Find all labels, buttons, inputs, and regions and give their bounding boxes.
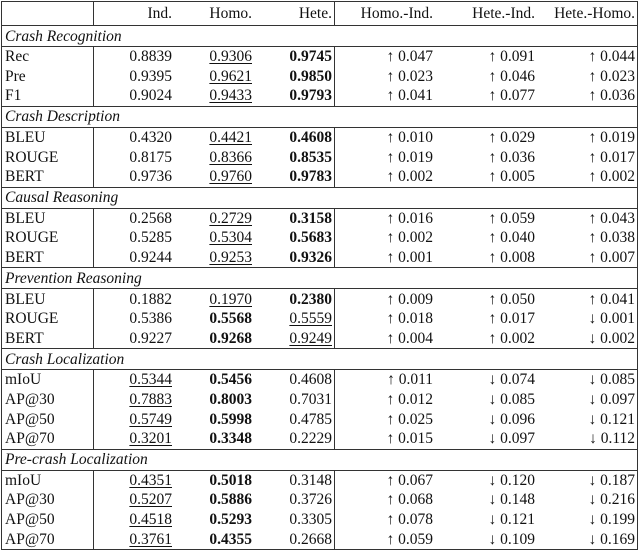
metric-name: mIoU	[2, 370, 94, 390]
ind-value: 0.3761	[129, 530, 172, 548]
metric-name: AP@30	[2, 490, 94, 510]
homo-minus-ind: ↑ 0.004	[386, 329, 433, 347]
homo-value: 0.5886	[209, 491, 252, 509]
homo-minus-ind: ↑ 0.012	[386, 391, 433, 409]
hete-minus-homo: ↑ 0.019	[588, 129, 635, 147]
ind-value: 0.5207	[129, 491, 172, 509]
homo-value: 0.8003	[209, 391, 252, 409]
section-title: Crash Localization	[2, 349, 638, 370]
table-row	[2, 490, 638, 510]
ind-value: 0.9395	[129, 67, 172, 85]
ind-value: 0.5285	[129, 229, 172, 247]
ind-value: 0.9244	[129, 249, 172, 267]
ind-value: 0.9024	[129, 87, 172, 105]
ind-value: 0.4518	[129, 510, 172, 528]
metric-name: AP@70	[2, 429, 94, 449]
hete-minus-ind: ↓ 0.148	[488, 491, 535, 509]
hete-value: 0.2668	[254, 529, 335, 549]
hete-value: 0.4608	[254, 127, 335, 147]
homo-minus-ind: ↑ 0.025	[386, 410, 433, 428]
table-body	[2, 26, 638, 550]
header-row	[2, 2, 638, 26]
table-row	[2, 127, 638, 147]
metric-name: BERT	[2, 329, 94, 349]
homo-value: 0.5998	[209, 410, 252, 428]
hete-value: 0.9745	[254, 47, 335, 67]
ind-value: 0.5344	[129, 371, 172, 389]
homo-value: 0.9306	[209, 48, 252, 66]
homo-minus-ind: ↑ 0.016	[386, 209, 433, 227]
homo-minus-ind: ↑ 0.068	[386, 491, 433, 509]
hete-minus-homo: ↑ 0.007	[588, 249, 635, 267]
homo-minus-ind: ↑ 0.002	[386, 168, 433, 186]
hete-minus-homo: ↓ 0.187	[588, 471, 635, 489]
ind-value: 0.4320	[129, 129, 172, 147]
hete-minus-homo: ↑ 0.036	[588, 87, 635, 105]
metric-name: mIoU	[2, 470, 94, 490]
homo-minus-ind: ↑ 0.018	[386, 310, 433, 328]
homo-minus-ind: ↑ 0.067	[386, 471, 433, 489]
hete-minus-homo: ↑ 0.017	[588, 148, 635, 166]
hete-minus-ind: ↓ 0.120	[488, 471, 535, 489]
metric-name: BERT	[2, 248, 94, 268]
section-title: Crash Description	[2, 106, 638, 127]
hete-minus-ind: ↑ 0.017	[488, 310, 535, 328]
homo-minus-ind: ↑ 0.009	[386, 290, 433, 308]
table-row	[2, 289, 638, 309]
section-header-row	[2, 187, 638, 208]
metric-name: BERT	[2, 167, 94, 187]
hete-minus-homo: ↑ 0.038	[588, 229, 635, 247]
hete-minus-ind: ↓ 0.085	[488, 391, 535, 409]
hete-minus-homo: ↓ 0.199	[588, 510, 635, 528]
metric-name: ROUGE	[2, 309, 94, 329]
hete-minus-ind: ↓ 0.121	[488, 510, 535, 528]
hete-minus-homo: ↓ 0.112	[589, 430, 635, 448]
hete-minus-ind: ↑ 0.050	[488, 290, 535, 308]
homo-value: 0.5293	[209, 510, 252, 528]
ind-value: 0.7883	[129, 391, 172, 409]
table-row	[2, 510, 638, 530]
section-header-row	[2, 449, 638, 470]
hete-minus-homo: ↓ 0.121	[588, 410, 635, 428]
metric-name: AP@30	[2, 390, 94, 410]
hete-value: 0.4608	[254, 370, 335, 390]
hete-minus-ind: ↑ 0.091	[488, 48, 535, 66]
hete-value: 0.7031	[254, 390, 335, 410]
homo-value: 0.8366	[209, 148, 252, 166]
hete-minus-ind: ↑ 0.008	[488, 249, 535, 267]
hete-minus-ind: ↑ 0.046	[488, 67, 535, 85]
hete-minus-ind: ↑ 0.002	[488, 329, 535, 347]
hete-minus-ind: ↑ 0.036	[488, 148, 535, 166]
table-row	[2, 409, 638, 429]
section-title: Causal Reasoning	[2, 187, 638, 208]
results-table	[1, 1, 638, 550]
hete-minus-homo: ↑ 0.044	[588, 48, 635, 66]
hete-minus-ind: ↓ 0.097	[488, 430, 535, 448]
homo-value: 0.9253	[209, 249, 252, 267]
header-homo: Homo.	[209, 5, 252, 22]
homo-minus-ind: ↑ 0.011	[387, 371, 433, 389]
hete-minus-ind: ↓ 0.109	[488, 530, 535, 548]
homo-value: 0.9433	[209, 87, 252, 105]
hete-value: 0.2229	[254, 429, 335, 449]
hete-value: 0.4785	[254, 409, 335, 429]
table-row	[2, 470, 638, 490]
hete-minus-homo: ↓ 0.097	[588, 391, 635, 409]
table-row	[2, 208, 638, 228]
homo-value: 0.5018	[209, 471, 252, 489]
table-row	[2, 248, 638, 268]
table-row	[2, 67, 638, 87]
hete-value: 0.3726	[254, 490, 335, 510]
homo-minus-ind: ↑ 0.041	[386, 87, 433, 105]
table-row	[2, 86, 638, 106]
table-row	[2, 167, 638, 187]
header-hete-homo: Hete.-Homo.	[554, 5, 635, 22]
hete-value: 0.9249	[254, 329, 335, 349]
metric-name: F1	[2, 86, 94, 106]
metric-name: AP@50	[2, 510, 94, 530]
homo-value: 0.5456	[209, 371, 252, 389]
hete-value: 0.9326	[254, 248, 335, 268]
table-row	[2, 309, 638, 329]
hete-minus-ind: ↑ 0.059	[488, 209, 535, 227]
metric-name: BLEU	[2, 127, 94, 147]
homo-value: 0.3348	[209, 430, 252, 448]
homo-minus-ind: ↑ 0.047	[386, 48, 433, 66]
table-row	[2, 329, 638, 349]
metric-name: BLEU	[2, 208, 94, 228]
metric-name: AP@50	[2, 409, 94, 429]
hete-minus-ind: ↓ 0.074	[488, 371, 535, 389]
ind-value: 0.9736	[129, 168, 172, 186]
homo-minus-ind: ↑ 0.023	[386, 67, 433, 85]
metric-name: Pre	[2, 67, 94, 87]
homo-value: 0.1970	[209, 290, 252, 308]
hete-minus-ind: ↓ 0.096	[488, 410, 535, 428]
hete-minus-ind: ↑ 0.040	[488, 229, 535, 247]
homo-value: 0.9268	[209, 329, 252, 347]
section-title: Crash Recognition	[2, 26, 638, 47]
table-row	[2, 147, 638, 167]
ind-value: 0.5386	[129, 310, 172, 328]
hete-minus-homo: ↑ 0.043	[588, 209, 635, 227]
ind-value: 0.5749	[129, 410, 172, 428]
section-header-row	[2, 106, 638, 127]
homo-minus-ind: ↑ 0.001	[386, 249, 433, 267]
metric-name: ROUGE	[2, 147, 94, 167]
homo-minus-ind: ↑ 0.002	[386, 229, 433, 247]
homo-value: 0.5568	[209, 310, 252, 328]
hete-value: 0.3158	[254, 208, 335, 228]
homo-value: 0.5304	[209, 229, 252, 247]
hete-minus-homo: ↑ 0.002	[588, 168, 635, 186]
hete-value: 0.9793	[254, 86, 335, 106]
section-title: Pre-crash Localization	[2, 449, 638, 470]
hete-minus-homo: ↓ 0.169	[588, 530, 635, 548]
hete-minus-homo: ↓ 0.001	[588, 310, 635, 328]
ind-value: 0.1882	[129, 290, 172, 308]
table-row	[2, 47, 638, 67]
section-title: Prevention Reasoning	[2, 268, 638, 289]
header-homo-ind: Homo.-Ind.	[360, 5, 433, 22]
table-row	[2, 390, 638, 410]
hete-value: 0.8535	[254, 147, 335, 167]
ind-value: 0.9227	[129, 329, 172, 347]
hete-value: 0.9783	[254, 167, 335, 187]
homo-value: 0.9621	[209, 67, 252, 85]
ind-value: 0.3201	[129, 430, 172, 448]
metric-name: Rec	[2, 47, 94, 67]
homo-value: 0.9760	[209, 168, 252, 186]
hete-minus-ind: ↑ 0.005	[488, 168, 535, 186]
homo-minus-ind: ↑ 0.019	[386, 148, 433, 166]
homo-value: 0.4421	[209, 129, 252, 147]
homo-minus-ind: ↑ 0.059	[386, 530, 433, 548]
hete-value: 0.5683	[254, 228, 335, 248]
section-header-row	[2, 268, 638, 289]
header-hete: Hete.	[254, 2, 335, 26]
table-row	[2, 429, 638, 449]
homo-minus-ind: ↑ 0.010	[386, 129, 433, 147]
hete-value: 0.5559	[254, 309, 335, 329]
hete-value: 0.3148	[254, 470, 335, 490]
hete-minus-ind: ↑ 0.077	[488, 87, 535, 105]
header-hete-ind: Hete.-Ind.	[472, 5, 535, 22]
hete-minus-homo: ↑ 0.023	[588, 67, 635, 85]
hete-minus-homo: ↑ 0.041	[588, 290, 635, 308]
hete-minus-homo: ↓ 0.216	[588, 491, 635, 509]
ind-value: 0.4351	[129, 471, 172, 489]
hete-minus-homo: ↓ 0.002	[588, 329, 635, 347]
table-row	[2, 228, 638, 248]
homo-minus-ind: ↑ 0.015	[386, 430, 433, 448]
homo-value: 0.4355	[209, 530, 252, 548]
hete-value: 0.9850	[254, 67, 335, 87]
metric-name: BLEU	[2, 289, 94, 309]
homo-minus-ind: ↑ 0.078	[386, 510, 433, 528]
section-header-row	[2, 26, 638, 47]
homo-value: 0.2729	[209, 209, 252, 227]
table-row	[2, 529, 638, 549]
section-header-row	[2, 349, 638, 370]
hete-value: 0.3305	[254, 510, 335, 530]
hete-minus-ind: ↑ 0.029	[488, 129, 535, 147]
header-ind: Ind.	[147, 5, 172, 22]
ind-value: 0.8839	[129, 48, 172, 66]
metric-name: ROUGE	[2, 228, 94, 248]
ind-value: 0.2568	[129, 209, 172, 227]
hete-value: 0.2380	[254, 289, 335, 309]
header-metric	[2, 2, 94, 26]
table-row	[2, 370, 638, 390]
ind-value: 0.8175	[129, 148, 172, 166]
hete-minus-homo: ↓ 0.085	[588, 371, 635, 389]
metric-name: AP@70	[2, 529, 94, 549]
